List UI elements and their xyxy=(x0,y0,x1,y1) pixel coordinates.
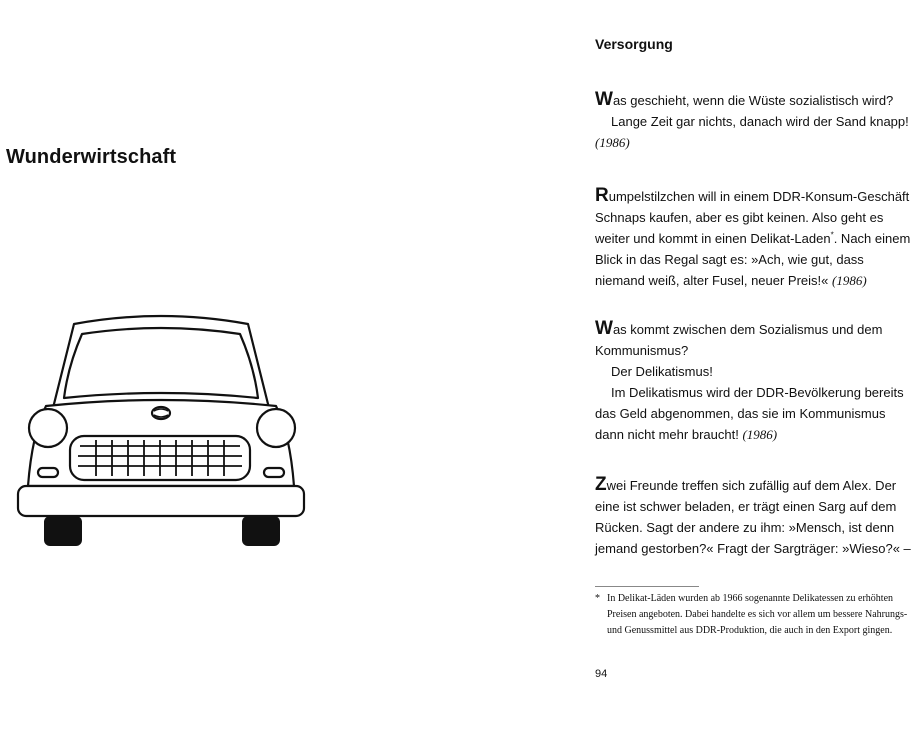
left-page xyxy=(0,0,440,731)
footnote xyxy=(595,591,913,639)
joke-1 xyxy=(595,90,913,153)
joke-text: umpelstilzchen will in einem DDR-Konsum-Geschäft Schnaps kaufen, aber es gibt keinen. Also geht es weiter und kommt in einen Delikat-Laden xyxy=(595,189,910,246)
headlight-left xyxy=(29,409,67,447)
footnote-text: In Delikat-Läden wurden ab 1966 sogenannte Delikatessen zu erhöhten Preisen angeboten. Dabei handelte es sich vor allem um bessere Nahrungs- und Genussmittel aus DDR-Produktion, die auch in den Export gingen. xyxy=(607,593,908,636)
right-page xyxy=(595,0,913,731)
joke-text: . Nach einem Blick in das Regal sagt es: »Ach, wie gut, dass niemand weiß, alter Fusel, neuer Preis!« xyxy=(595,231,911,288)
joke-text: as kommt zwischen dem Sozialismus und dem Kommunismus? xyxy=(595,322,883,358)
car-windshield xyxy=(64,328,258,398)
joke-year: (1986) xyxy=(595,135,630,150)
dropcap: W xyxy=(595,318,613,339)
joke-4 xyxy=(595,475,913,559)
footnote-rule xyxy=(595,586,699,587)
car-front-icon xyxy=(14,310,308,550)
joke-2 xyxy=(595,186,913,291)
section-title: Versorgung xyxy=(595,36,673,52)
dropcap: Z xyxy=(595,474,607,495)
joke-text: Lange Zeit gar nichts, danach wird der Sand knapp! xyxy=(611,114,909,129)
joke-text: as geschieht, wenn die Wüste sozialistisch wird? xyxy=(612,93,894,108)
joke-text: Der Delikatismus! xyxy=(611,364,713,379)
joke-year: (1986) xyxy=(742,427,778,442)
footnote-mark: * xyxy=(595,593,600,604)
joke-text: Im Delikatismus wird der DDR-Bevölkerung bereits das Geld abgenommen, das sie im Kommunismus dann nicht mehr braucht! xyxy=(595,385,904,442)
headlight-right xyxy=(257,409,295,447)
dropcap: W xyxy=(595,89,613,110)
indicator-right xyxy=(264,468,284,477)
wheel-right xyxy=(242,516,280,546)
page-number: 94 xyxy=(595,668,608,680)
footnote-reference: * xyxy=(830,230,834,240)
joke-3 xyxy=(595,319,913,445)
joke-text: wei Freunde treffen sich zufällig auf dem Alex. Der eine ist schwer beladen, er trägt einen Sarg auf dem Rücken. Sagt der andere zu ihm: »Mensch, ist denn jemand gestorben?« Fragt der Sargträger: »Wieso?« – xyxy=(595,478,911,556)
chapter-title: Wunderwirtschaft xyxy=(6,146,177,168)
car-bumper xyxy=(18,486,304,516)
dropcap: R xyxy=(595,185,609,206)
joke-year: (1986) xyxy=(832,273,867,288)
indicator-left xyxy=(38,468,58,477)
wheel-left xyxy=(44,516,82,546)
